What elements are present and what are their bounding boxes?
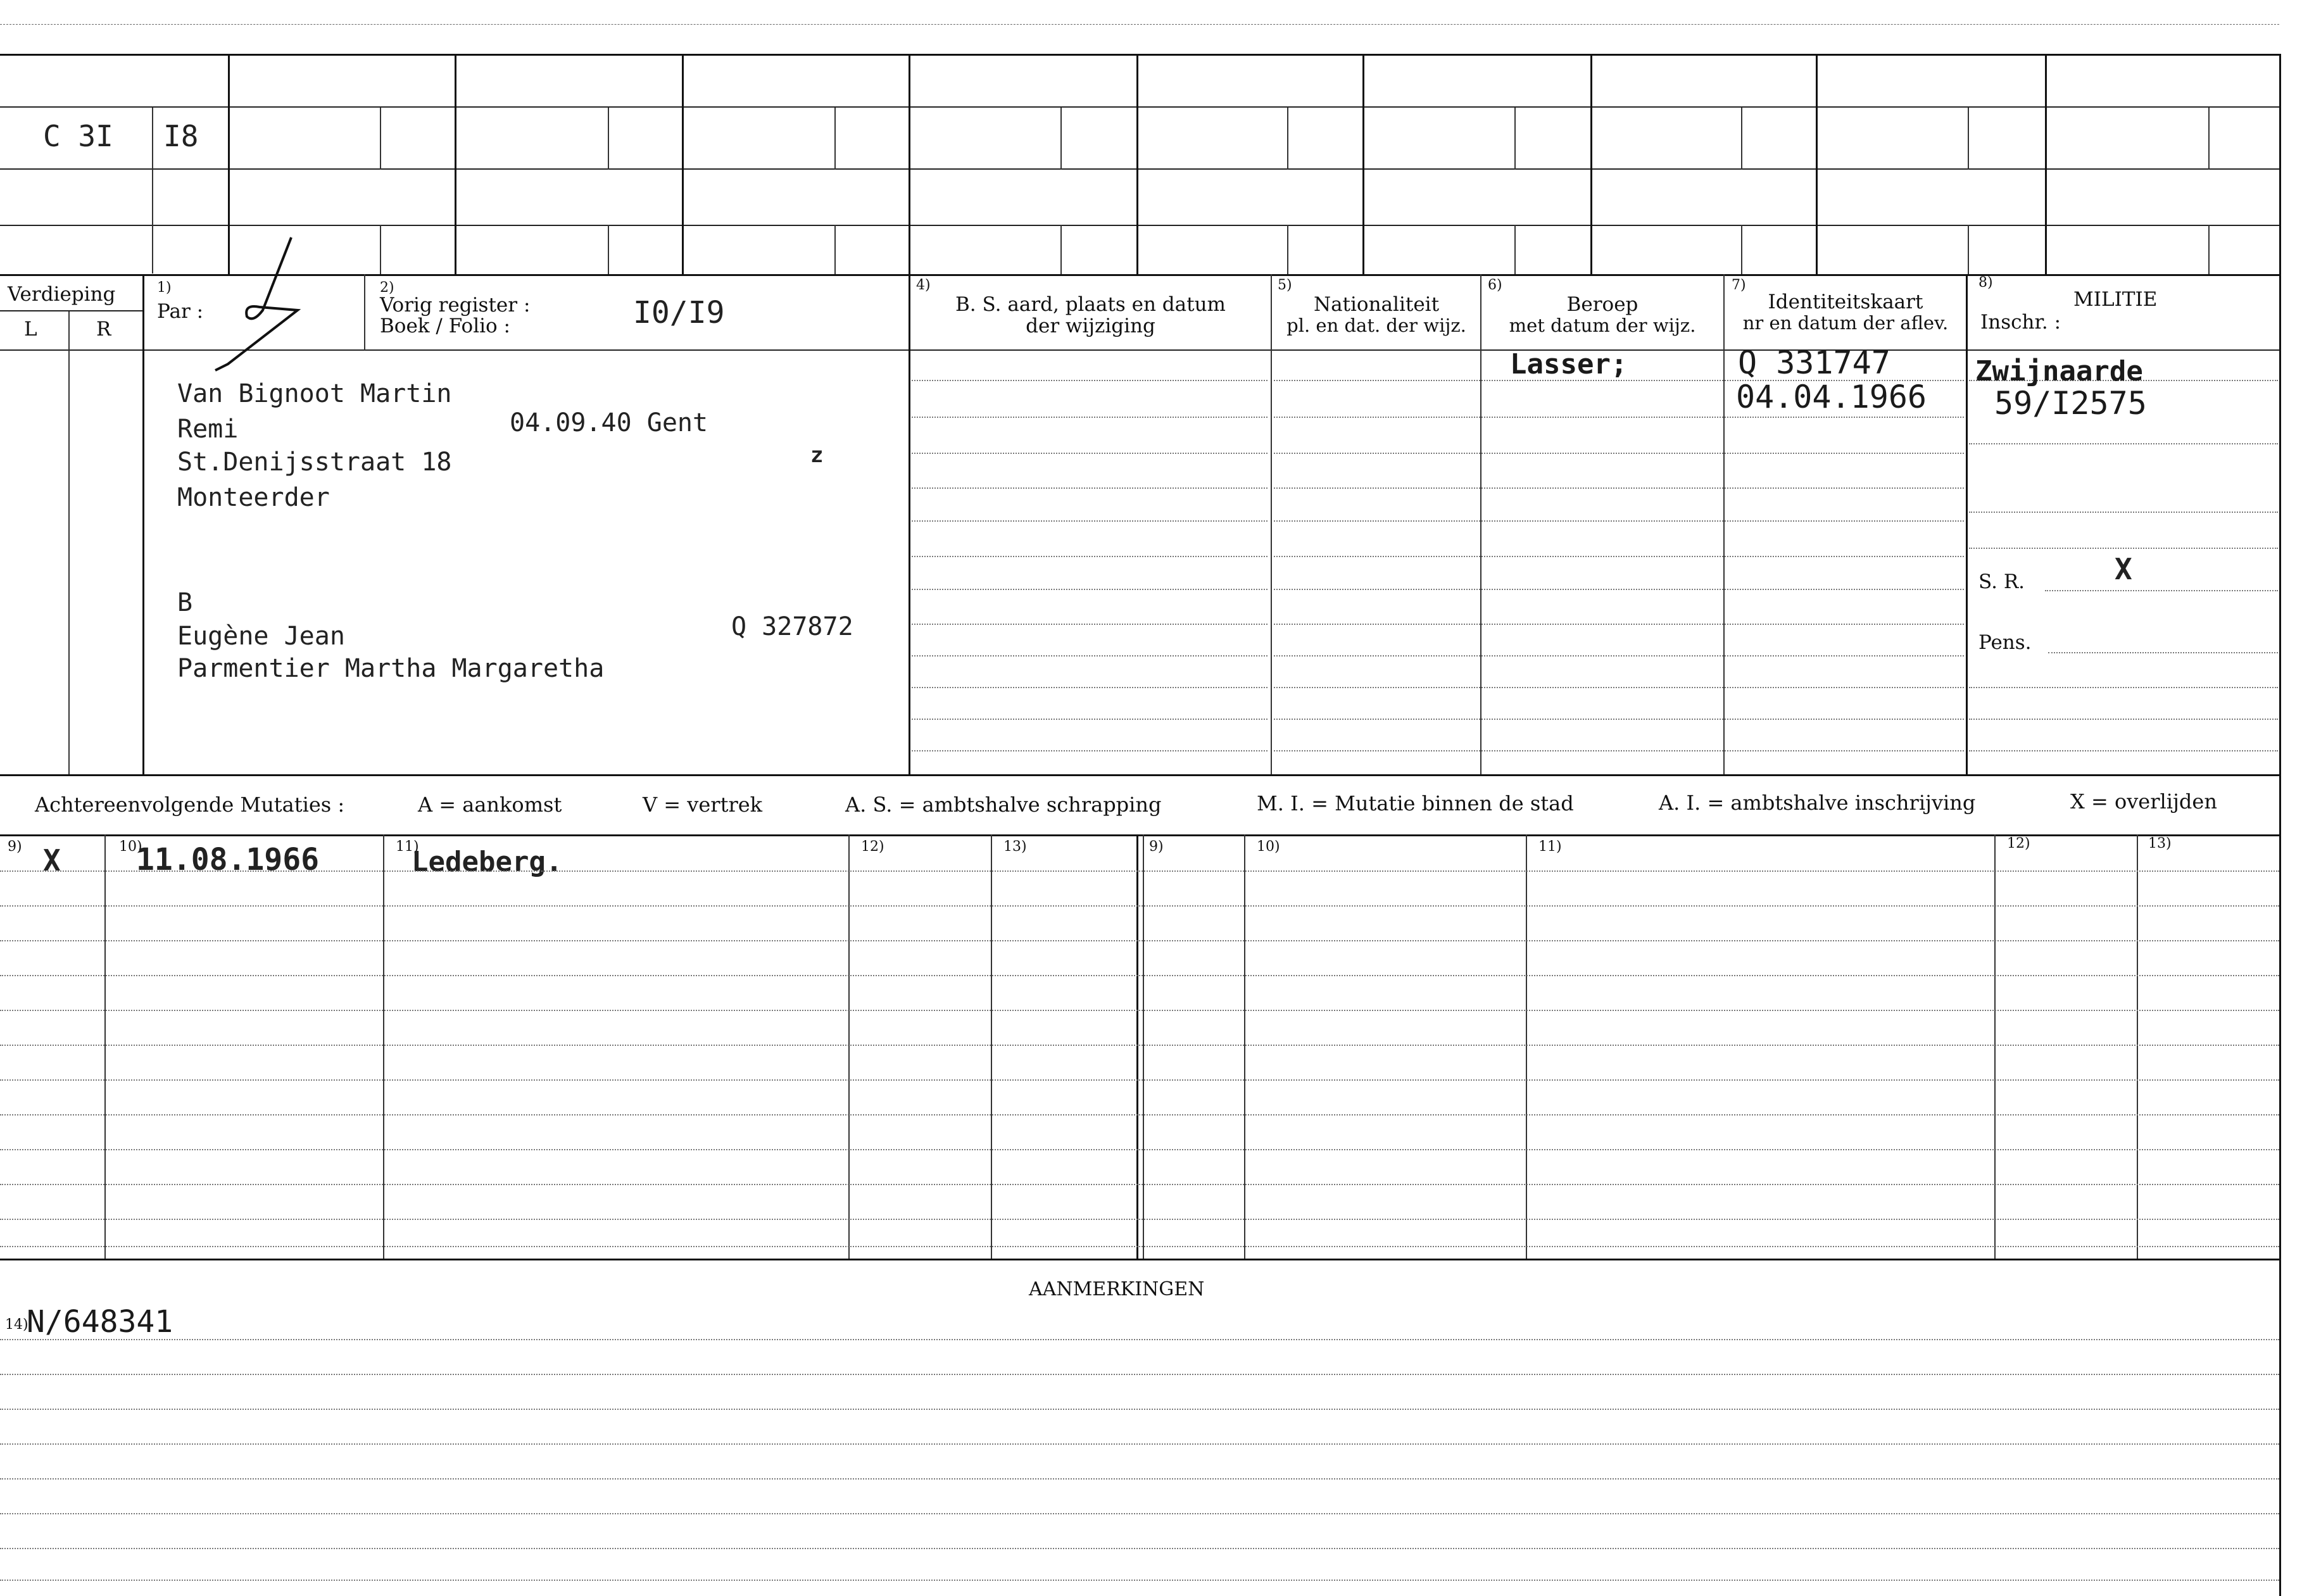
- legend-vertrek: V = vertrek: [643, 793, 763, 817]
- pens-label: Pens.: [1978, 631, 2032, 654]
- note-1: 1): [157, 280, 172, 296]
- note-8: 8): [1978, 275, 1993, 291]
- note-5: 5): [1278, 277, 1292, 293]
- legend-mutatie-binnen-stad: M. I. = Mutatie binnen de stad: [1257, 791, 1574, 815]
- bs-header-1: B. S. aard, plaats en datum: [955, 293, 1226, 316]
- col-10-label: 10): [119, 839, 142, 855]
- col-l-label: L: [24, 318, 37, 341]
- note-6: 6): [1488, 277, 1502, 293]
- mutation-date: 11.08.1966: [136, 842, 319, 877]
- spouse-given-names: Eugène Jean: [177, 622, 345, 651]
- militie-number-entry: 59/I2575: [1994, 385, 2147, 422]
- boek-folio-label: Boek / Folio :: [380, 315, 510, 337]
- remarks-value: N/648341: [27, 1304, 173, 1340]
- note-2: 2): [380, 280, 394, 296]
- mother-name: Parmentier Martha Margaretha: [177, 654, 605, 683]
- vorig-register-label: Vorig register :: [380, 294, 531, 317]
- sr-value: X: [2115, 552, 2132, 586]
- spouse-label-b: B: [177, 588, 193, 617]
- person-name: Van Bignoot Martin: [177, 379, 452, 408]
- col-10b-label: 10): [1257, 839, 1280, 855]
- note-7: 7): [1732, 277, 1746, 293]
- bs-header-2: der wijziging: [1026, 315, 1155, 337]
- mutation-type: X: [43, 843, 61, 877]
- note-4: 4): [916, 277, 931, 293]
- militie-header: MILITIE: [2073, 288, 2158, 311]
- person-given-names: Remi: [177, 415, 239, 444]
- nat-header-2: pl. en dat. der wijz.: [1286, 315, 1466, 336]
- mutaties-legend-title: Achtereenvolgende Mutaties :: [35, 793, 345, 817]
- note-14: 14): [5, 1317, 28, 1333]
- id-header-1: Identiteitskaart: [1768, 291, 1923, 313]
- beroep-header-2: met datum der wijz.: [1509, 315, 1696, 336]
- legend-overlijden: X = overlijden: [2070, 789, 2217, 814]
- verdieping-label: Verdieping: [8, 283, 116, 306]
- signature-stroke: [203, 234, 317, 374]
- id-number-entry: Q 331747: [1738, 344, 1890, 381]
- par-label: Par :: [157, 300, 204, 323]
- col-13b-label: 13): [2148, 836, 2172, 851]
- col-9-label: 9): [8, 839, 22, 855]
- block-code: C 3I: [43, 119, 113, 153]
- col-11b-label: 11): [1538, 839, 1562, 855]
- person-address: St.Denijsstraat 18: [177, 448, 452, 477]
- legend-ambtshalve-inschrijving: A. I. = ambtshalve inschrijving: [1659, 791, 1976, 815]
- inschr-label: Inschr. :: [1980, 311, 2061, 334]
- beroep-entry: Lasser;: [1510, 348, 1628, 380]
- col-12b-label: 12): [2007, 836, 2030, 851]
- legend-aankomst: A = aankomst: [418, 793, 562, 817]
- col-11-label: 11): [396, 839, 419, 855]
- col-r-label: R: [96, 318, 111, 341]
- remarks-title: AANMERKINGEN: [1029, 1278, 1205, 1300]
- person-birth: 04.09.40 Gent: [510, 408, 708, 437]
- militie-place-entry: Zwijnaarde: [1975, 355, 2143, 387]
- id-header-2: nr en datum der aflev.: [1742, 312, 1949, 334]
- nat-header-1: Nationaliteit: [1313, 293, 1440, 316]
- sr-label: S. R.: [1978, 570, 2025, 593]
- id-date-entry: 04.04.1966: [1736, 379, 1927, 415]
- legend-ambtshalve-schrapping: A. S. = ambtshalve schrapping: [845, 793, 1162, 817]
- spouse-q-number: Q 327872: [731, 612, 853, 641]
- vorig-register-value: I0/I9: [633, 295, 725, 330]
- beroep-header-1: Beroep: [1566, 293, 1638, 316]
- folio-code: I8: [163, 119, 199, 153]
- col-9b-label: 9): [1149, 839, 1164, 855]
- person-occupation: Monteerder: [177, 483, 330, 512]
- col-12-label: 12): [861, 839, 884, 855]
- person-mark-z: z: [810, 443, 824, 468]
- col-13-label: 13): [1003, 839, 1027, 855]
- mutation-place: Ledeberg.: [412, 846, 563, 878]
